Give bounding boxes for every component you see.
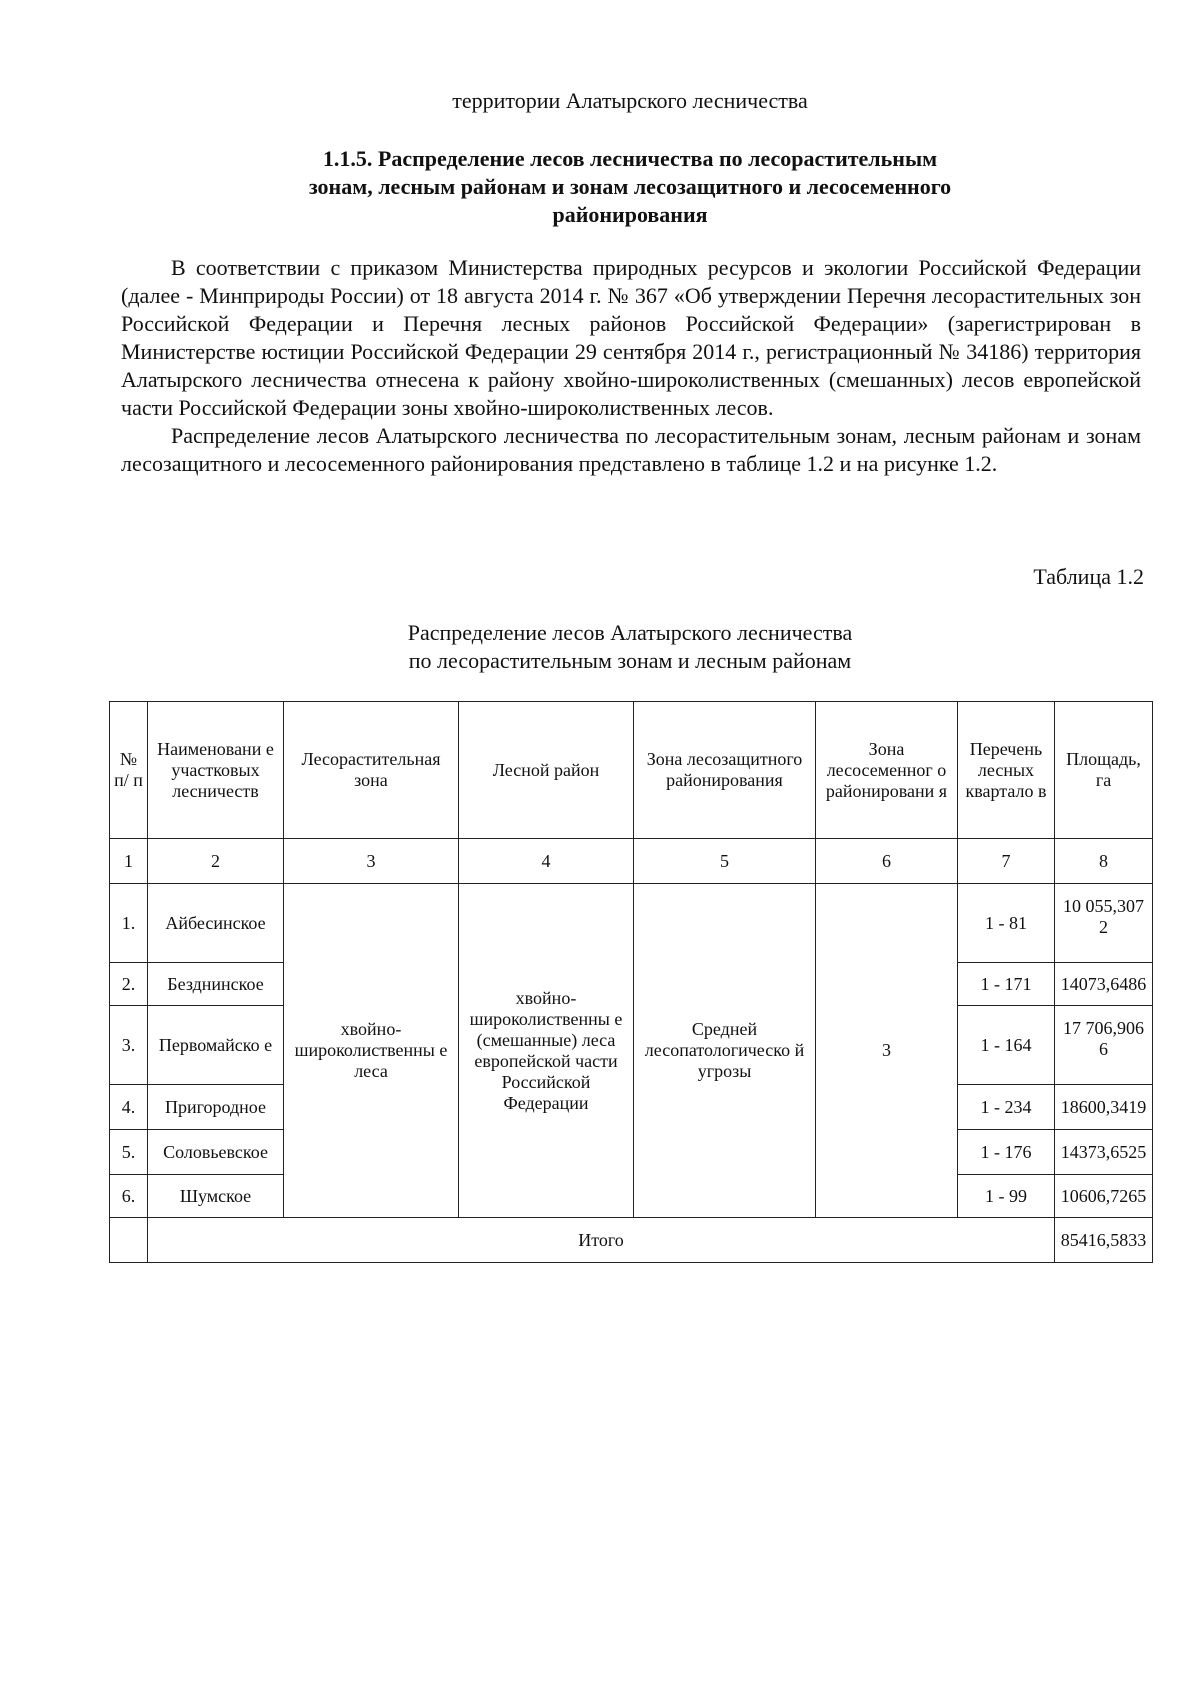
cell-area: 10 055,307 2 [1055, 884, 1153, 963]
paragraph: Распределение лесов Алатырского лесничества по лесорастительным зонам, лесным районам и зонам лесозащитного и лесосеменного районирования представлено в таблице 1.2 и на рисунке 1.2. [121, 423, 1141, 476]
cell-num: 6. [110, 1175, 148, 1218]
header-zone: Лесорастительная зона [284, 702, 459, 839]
section-heading-line: зонам, лесным районам и зонам лесозащитного и лесосеменного [308, 174, 952, 199]
forest-distribution-table [109, 701, 1153, 1263]
cell-area: 14073,6486 [1055, 963, 1153, 1006]
section-heading-line: 1.1.5. Распределение лесов лесничества по лесорастительным [322, 146, 938, 171]
cell-num: 5. [110, 1130, 148, 1175]
header-area: Площадь, га [1055, 702, 1153, 839]
table-row [110, 884, 1153, 963]
cell-name: Первомайско е [148, 1006, 284, 1085]
column-number: 7 [958, 839, 1055, 884]
header-seed: Зона лесосеменног о районировани я [816, 702, 958, 839]
section-heading-line: районирования [552, 202, 708, 227]
cell-num: 2. [110, 963, 148, 1006]
cell-quarters: 1 - 176 [958, 1130, 1055, 1175]
running-header: территории Алатырского лесничества [452, 88, 808, 113]
cell-name: Безднинское [148, 963, 284, 1006]
header-num: № п/ п [110, 702, 148, 839]
cell-quarters: 1 - 99 [958, 1175, 1055, 1218]
cell-name: Пригородное [148, 1085, 284, 1130]
cell-quarters: 1 - 164 [958, 1006, 1055, 1085]
cell-seed-merged: 3 [816, 884, 958, 1218]
cell-zone-merged: хвойно-широколиственны е леса [284, 884, 459, 1218]
table-caption-line: Распределение лесов Алатырского лесничества [407, 620, 853, 645]
column-number: 4 [459, 839, 634, 884]
table-label: Таблица 1.2 [1033, 564, 1144, 589]
table-caption-line: по лесорастительным зонам и лесным районам [408, 648, 852, 673]
cell-protect-merged: Средней лесопатологическо й угрозы [634, 884, 816, 1218]
cell-num-empty [110, 1218, 148, 1263]
column-number: 8 [1055, 839, 1153, 884]
cell-num: 4. [110, 1085, 148, 1130]
total-row [110, 1218, 1153, 1263]
column-number-row [110, 839, 1153, 884]
column-number: 2 [148, 839, 284, 884]
cell-district-merged: хвойно-широколиственны е (смешанные) леса европейской части Российской Федерации [459, 884, 634, 1218]
cell-area: 18600,3419 [1055, 1085, 1153, 1130]
cell-area: 10606,7265 [1055, 1175, 1153, 1218]
cell-num: 3. [110, 1006, 148, 1085]
column-number: 1 [110, 839, 148, 884]
header-name: Наименовани е участковых лесничеств [148, 702, 284, 839]
cell-name: Айбесинское [148, 884, 284, 963]
cell-quarters: 1 - 234 [958, 1085, 1055, 1130]
table-header-row [110, 702, 1153, 839]
column-number: 3 [284, 839, 459, 884]
cell-name: Шумское [148, 1175, 284, 1218]
cell-num: 1. [110, 884, 148, 963]
cell-area: 17 706,906 6 [1055, 1006, 1153, 1085]
paragraph: В соответствии с приказом Министерства природных ресурсов и экологии Российской Федерации (далее - Минприроды России) от 18 августа 2014 г. № 367 «Об утверждении Перечня лесорастительных зон Российской Федерации и Перечня лесных районов Российской Федерации» (зарегистрирован в Министерстве юстиции Российской Федерации 29 сентября 2014 г., регистрационный № 34186) территория Алатырского лесничества отнесена к району хвойно-широколиственных (смешанных) лесов европейской части Российской Федерации зоны хвойно-широколиственных лесов. [121, 255, 1141, 420]
body-text [121, 254, 1141, 478]
header-district: Лесной район [459, 702, 634, 839]
header-protect: Зона лесозащитного районирования [634, 702, 816, 839]
cell-name: Соловьевское [148, 1130, 284, 1175]
header-quarters: Перечень лесных квартало в [958, 702, 1055, 839]
column-number: 5 [634, 839, 816, 884]
total-label: Итого [148, 1218, 1055, 1263]
cell-quarters: 1 - 81 [958, 884, 1055, 963]
cell-quarters: 1 - 171 [958, 963, 1055, 1006]
total-area: 85416,5833 [1055, 1218, 1153, 1263]
cell-area: 14373,6525 [1055, 1130, 1153, 1175]
column-number: 6 [816, 839, 958, 884]
table-caption [0, 619, 1200, 675]
section-heading [120, 145, 1140, 229]
